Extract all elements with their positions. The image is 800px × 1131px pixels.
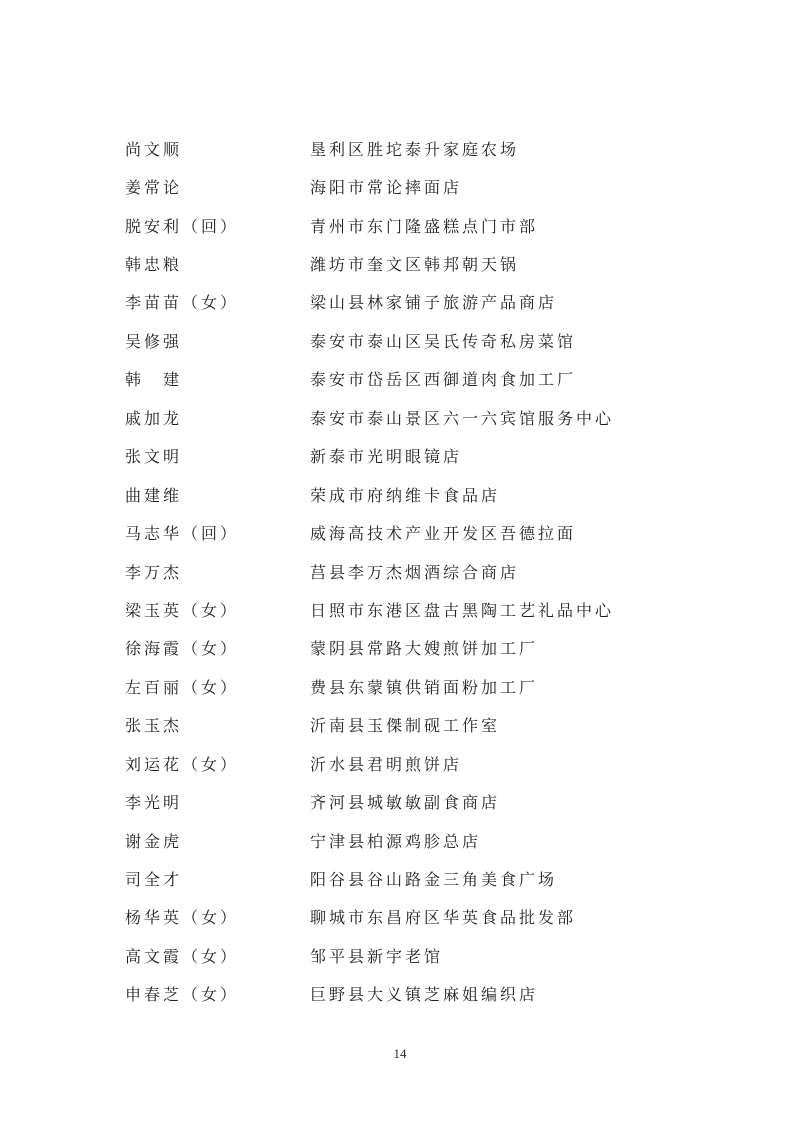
business-name: 蒙阴县常路大嫂煎饼加工厂 [310, 641, 539, 659]
list-row [125, 706, 614, 744]
person-name: 李苗苗（女） [125, 295, 240, 313]
person-name: 韩 建 [125, 372, 183, 390]
business-name: 沂水县君明煎饼店 [310, 756, 463, 774]
person-name: 司全才 [125, 872, 183, 890]
business-name: 泰安市岱岳区西御道肉食加工厂 [310, 372, 577, 390]
business-name: 聊城市东昌府区华英食品批发部 [310, 910, 577, 928]
person-name: 马志华（回） [125, 526, 240, 544]
page-footer [0, 1046, 800, 1062]
business-name: 潍坊市奎文区韩邦朝天锅 [310, 257, 520, 275]
business-name: 泰安市泰山区吴氏传奇私房菜馆 [310, 333, 577, 351]
person-name: 曲建维 [125, 487, 183, 505]
business-name: 日照市东港区盘古黑陶工艺礼品中心 [310, 602, 615, 620]
business-name: 泰安市泰山景区六一六宾馆服务中心 [310, 410, 615, 428]
business-name: 梁山县林家铺子旅游产品商店 [310, 295, 558, 313]
person-name: 梁玉英（女） [125, 602, 240, 620]
list-row [125, 129, 614, 167]
list-row [125, 398, 614, 436]
person-name: 戚加龙 [125, 410, 183, 428]
business-name: 宁津县柏源鸡胗总店 [310, 833, 482, 851]
list-row [125, 821, 614, 859]
list-row [125, 859, 614, 897]
business-name: 齐河县城敏敏副食商店 [310, 795, 501, 813]
business-name: 费县东蒙镇供销面粉加工厂 [310, 679, 539, 697]
business-name: 莒县李万杰烟酒综合商店 [310, 564, 520, 582]
list-row [125, 552, 614, 590]
person-name: 高文霞（女） [125, 948, 240, 966]
list-row [125, 782, 614, 820]
business-name: 巨野县大义镇芝麻姐编织店 [310, 987, 539, 1005]
person-name: 左百丽（女） [125, 679, 240, 697]
person-name: 杨华英（女） [125, 910, 240, 928]
business-name: 新泰市光明眼镜店 [310, 449, 463, 467]
business-name: 阳谷县谷山路金三角美食广场 [310, 872, 558, 890]
business-name: 垦利区胜坨泰升家庭农场 [310, 141, 520, 159]
list-row [125, 744, 614, 782]
list-row [125, 244, 614, 282]
person-name: 李万杰 [125, 564, 183, 582]
business-name: 荣成市府纳维卡食品店 [310, 487, 501, 505]
business-name: 沂南县玉傑制砚工作室 [310, 718, 501, 736]
list-row [125, 167, 614, 205]
list-row [125, 629, 614, 667]
person-name: 徐海霞（女） [125, 641, 240, 659]
list-row [125, 667, 614, 705]
person-name: 谢金虎 [125, 833, 183, 851]
person-name: 姜常论 [125, 180, 183, 198]
person-name: 脱安利（回） [125, 218, 240, 236]
list-row [125, 475, 614, 513]
person-name: 张玉杰 [125, 718, 183, 736]
list-row [125, 513, 614, 551]
list-row [125, 321, 614, 359]
list-row [125, 206, 614, 244]
list-row [125, 898, 614, 936]
business-name: 海阳市常论摔面店 [310, 180, 463, 198]
page-number: 14 [393, 1046, 407, 1061]
list-row [125, 437, 614, 475]
list-row [125, 283, 614, 321]
person-name: 张文明 [125, 449, 183, 467]
person-name: 吴修强 [125, 333, 183, 351]
person-name: 李光明 [125, 795, 183, 813]
list-row [125, 936, 614, 974]
business-name: 邹平县新宇老馆 [310, 948, 444, 966]
list-row [125, 360, 614, 398]
person-name: 韩忠粮 [125, 257, 183, 275]
business-name: 青州市东门隆盛糕点门市部 [310, 218, 539, 236]
recipient-list [125, 129, 614, 1013]
list-row [125, 590, 614, 628]
business-name: 威海高技术产业开发区吾德拉面 [310, 526, 577, 544]
person-name: 尚文顺 [125, 141, 183, 159]
person-name: 刘运花（女） [125, 756, 240, 774]
person-name: 申春芝（女） [125, 987, 240, 1005]
list-row [125, 975, 614, 1013]
